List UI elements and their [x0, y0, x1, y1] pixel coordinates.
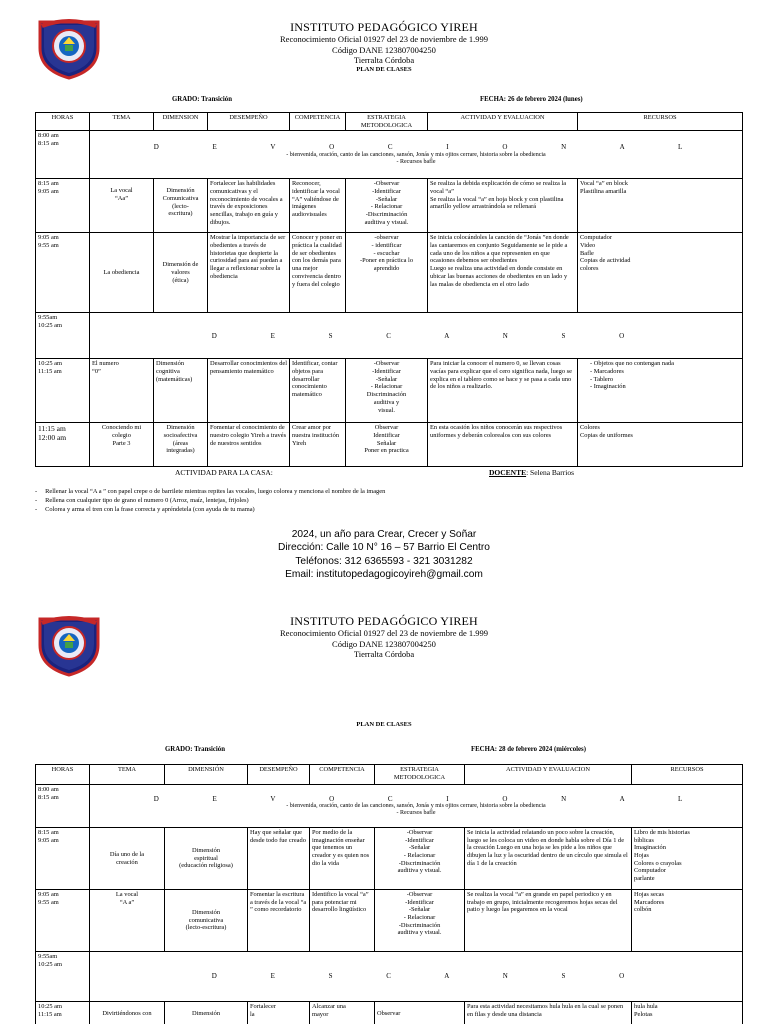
- desempeno-cell: Fomentar el conocimiento de nuestro colegio Yireh a través de nuestros sentidos: [208, 423, 290, 467]
- actividad-cell: Se realiza la vocal “a” en grande en papel periodico y en trabajo en grupo, inicialmente recogeremos hojas secas del patio y luego las pegaremos en la vocal: [465, 890, 632, 952]
- hour-end: 9:55 am: [38, 898, 59, 906]
- hour-start: 10:25 am: [38, 360, 62, 368]
- location: Tierralta Córdoba: [353, 54, 415, 65]
- col-desempeno: DESEMPEÑO: [208, 113, 290, 131]
- recursos-cell: Libro de mis historias bíblicas Imaginación Hojas Colores o crayolas Computador parlante: [632, 828, 743, 890]
- col-competencia: COMPETENCIA: [310, 765, 375, 785]
- dimension-cell: Dimensión: [165, 1002, 248, 1024]
- estrategia-cell: -Observar -Identificar -Señalar - Relacionar Discriminación auditiva y visual.: [346, 359, 428, 423]
- hour-end: 11:15 am: [38, 1010, 62, 1018]
- desempeno-cell: Hay que señalar que desde todo fue creado: [248, 828, 310, 890]
- docente-name: : Selena Barrios: [526, 468, 574, 477]
- dane-code: Código DANE 123807004250: [332, 44, 436, 55]
- grado-label: GRADO: Transición: [172, 96, 232, 103]
- table-row: [36, 359, 743, 423]
- hour-start: 8:15 am: [38, 180, 59, 188]
- dimension-cell: Dimensión de valores (ética): [154, 233, 208, 313]
- desempeno-cell: Fortalecer la: [248, 1002, 310, 1024]
- col-desempeno: DESEMPEÑO: [248, 765, 310, 785]
- competencia-cell: Conocer y poner en práctica la cualidad de ser obedientes con los demás para una mejor convivencia dentro y fuera del colegio: [290, 233, 346, 313]
- estrategia-cell: Observar: [375, 1002, 465, 1024]
- actividad-cell: Se inicia la actividad relatando un poco sobre la creación, luego se les coloca un video en donde habla sobre el Día 1 de la creación Luego en una hoja se les pide a los niños que dibujen la luz y la oscuridad dentro de un círculo que simula el día 1 de la creación: [465, 828, 632, 890]
- hour-end: 10:25 am: [38, 960, 62, 968]
- actividad-cell: En esta ocasión los niños conocerán sus respectivos uniformes y deberán colorealos con sus colores: [428, 423, 578, 467]
- devocional-desc: - bienvenida, oración, canto de las canciones, sansón, Jonás y mis ojitos cerrare, historia sobre la obediencia: [286, 803, 546, 809]
- dimension-cell: Dimensión comunicativa (lecto-escritura): [165, 890, 248, 952]
- hour-start: 11:15 am: [38, 424, 66, 434]
- desempeno-cell: Mostrar la importancia de ser obedientes a través de historietas que despierte la curiosidad para así puedan a llegar a reflexionar sobre la obediencia: [208, 233, 290, 313]
- hour-start: 9:05 am: [38, 891, 59, 898]
- docente-title: DOCENTE: [489, 468, 527, 477]
- hour-end: 8:15 am: [38, 140, 59, 148]
- list-item: - Colorea y arma el tren con la frase correcta y apréndetela (con ayuda de tu mama): [35, 505, 255, 513]
- table-row: [36, 828, 743, 890]
- devocional-title: D E V O C I O N A L: [153, 143, 709, 152]
- page-footer: [0, 528, 768, 581]
- hour-end: 9:55 am: [38, 242, 59, 250]
- plan-title-wrap: [0, 720, 768, 729]
- homework-list: [35, 488, 385, 515]
- col-recursos: RECURSOS: [632, 765, 743, 785]
- estrategia-cell: -Observar -Identificar -Señalar - Relacionar -Discriminación auditiva y visual.: [346, 179, 428, 233]
- fecha-label: FECHA: 28 de febrero 2024 (miércoles): [471, 746, 586, 753]
- col-actividad: ACTIVIDAD Y EVALUACION: [428, 113, 578, 131]
- competencia-cell: Alcanzar una mayor: [310, 1002, 375, 1024]
- tema-cell: La vocal “Aa”: [90, 179, 154, 233]
- hour-start: 8:15 am: [38, 829, 59, 836]
- casa-label: ACTIVIDAD PARA LA CASA:: [175, 468, 273, 477]
- dimension-cell: Dimensión socioafectiva (áreas integradas): [154, 423, 208, 467]
- descanso-title: D E S C A N S O: [211, 331, 651, 340]
- list-item: - Marcadores: [590, 368, 740, 376]
- page-header: [0, 20, 768, 74]
- actividad-cell: Se realiza la debida explicación de cómo se realiza la vocal “a” Se realiza la vocal “a” en hoja block y con plastilina amarillo yellow arrastrándola se rellenará: [428, 179, 578, 233]
- desempeno-cell: Fomentar la escritura a través de la vocal “a ” como recordatorio: [248, 890, 310, 952]
- recursos-cell: Vocal “a” en block Plastilina amarilla: [578, 179, 743, 233]
- devocional-resources: - Recursos bafle: [396, 159, 436, 166]
- homework-item: Rellenar la vocal “A a ” con papel crepe o de barrilete mientras repites las vocales, luego colorea y menciona el nombre de la imagen: [45, 488, 386, 495]
- descanso-title: D E S C A N S O: [211, 972, 651, 981]
- col-estrategia: ESTRATEGIA METODOLOGICA: [375, 765, 465, 785]
- competencia-cell: Crear amor por nuestra institución Yireh: [290, 423, 346, 467]
- col-estrategia: ESTRATEGIA METODOLOGICA: [346, 113, 428, 131]
- tema-cell: La obediencia: [90, 233, 154, 313]
- footer-email: Email: institutopedagogicoyireh@gmail.com: [285, 568, 483, 580]
- hour-end: 9:05 am: [38, 836, 59, 844]
- recursos-cell: Computador Video Bafle Copias de actividad colores: [578, 233, 743, 313]
- col-tema: TEMA: [90, 113, 154, 131]
- table-row: [36, 313, 743, 359]
- tema-cell: Conociendo mi colegio Parte 3: [90, 423, 154, 467]
- tema-cell: El numero “0”: [90, 359, 154, 423]
- list-item: - Objetos que no contengan nada: [590, 360, 740, 368]
- tema-cell: La vocal “A a”: [90, 890, 165, 952]
- dimension-cell: Dimensión cognitiva (matemáticas): [154, 359, 208, 423]
- hour-start: 8:00 am: [38, 786, 59, 793]
- col-competencia: COMPETENCIA: [290, 113, 346, 131]
- hour-end: 10:25 am: [38, 322, 62, 330]
- recognition-line: Reconocimiento Oficial 01927 del 23 de noviembre de 1.999: [280, 628, 488, 639]
- desempeno-cell: Desarrollar conocimientos del pensamiento matemático: [208, 359, 290, 423]
- hour-start: 8:00 am: [38, 132, 59, 140]
- list-item: - Imaginación: [590, 383, 740, 391]
- col-dimension: DIMENSION: [154, 113, 208, 131]
- list-item: - Rellenar la vocal “A a ” con papel crepe o de barrilete mientras repites las vocales, luego colorea y menciona el nombre de la imagen: [35, 488, 386, 495]
- estrategia-cell: -Observar -Identificar -Señalar - Relacionar -Discriminación auditiva y visual.: [375, 890, 465, 952]
- col-horas: HORAS: [36, 113, 90, 131]
- estrategia-cell: Observar Identificar Señalar Poner en practica: [346, 423, 428, 467]
- plan-title: PLAN DE CLASES: [356, 65, 412, 73]
- competencia-cell: Identifico la vocal “a” para potenciar mi desarrollo lingüístico: [310, 890, 375, 952]
- recognition-line: Reconocimiento Oficial 01927 del 23 de noviembre de 1.999: [280, 34, 488, 45]
- table-row: [36, 233, 743, 313]
- table-row: [36, 131, 743, 179]
- recursos-cell: [578, 359, 743, 423]
- col-horas: HORAS: [36, 765, 90, 785]
- col-recursos: RECURSOS: [578, 113, 743, 131]
- actividad-cell: Se inicia colocándoles la canción de “Jonás ”en donde las cantaremos en conjunto Seguidamente se le pide a cada uno de los niños a que representen en que ocasiones debemos ser obedientes Luego se realiza una actividad en donde consiste en ubicar las buenas acciones de obedientes en un lado y las malas de obediencia en el otro lado: [428, 233, 578, 313]
- hour-start: 9:55am: [38, 314, 58, 322]
- dane-code: Código DANE 123807004250: [332, 638, 436, 649]
- recursos-cell: Hojas secas Marcadores colbón: [632, 890, 743, 952]
- plan-title: PLAN DE CLASES: [356, 721, 412, 728]
- devocional-resources: - Recursos bafle: [396, 810, 436, 817]
- actividad-cell: Para iniciar la conocer el numero 0, se llevan cosas vacías para explicar que el cero significa nada, luego se explica en el tablero como se hace y se pasa a cada uno de los niños a realizarlo.: [428, 359, 578, 423]
- tema-cell: Día uno de la creación: [90, 828, 165, 890]
- recursos-cell: Colores Copias de uniformes: [578, 423, 743, 467]
- hour-end: 11:15 am: [38, 368, 62, 376]
- grado-label: GRADO: Transición: [165, 746, 225, 753]
- docente-label: [489, 468, 574, 477]
- dimension-cell: Dimensión Comunicativa (lecto- escritura): [154, 179, 208, 233]
- hour-start: 9:55am: [38, 953, 58, 960]
- footer-motto: 2024, un año para Crear, Crecer y Soñar: [291, 529, 477, 540]
- col-dimension: DIMENSIÓN: [165, 765, 248, 785]
- estrategia-cell: -observar - identificar - escuchar -Poner en práctica lo aprendido: [346, 233, 428, 313]
- institute-name: INSTITUTO PEDAGÓGICO YIREH: [290, 20, 478, 34]
- institute-name: INSTITUTO PEDAGÓGICO YIREH: [290, 614, 478, 628]
- col-actividad: ACTIVIDAD Y EVALUACION: [465, 765, 632, 785]
- competencia-cell: Por medio de la imaginación enseñar que tenemos un creador y es quien nos dio la vida: [310, 828, 375, 890]
- tema-cell: Divirtiéndonos con: [90, 1002, 165, 1024]
- devocional-desc: - bienvenida, oración, canto de las canciones, sansón, Jonás y mis ojitos cerrare, historia sobre la obediencia: [286, 151, 546, 158]
- table-row: [36, 785, 743, 828]
- col-tema: TEMA: [90, 765, 165, 785]
- table-row: [36, 423, 743, 467]
- page-header: [0, 614, 768, 659]
- actividad-cell: Para esta actividad necesitamos hula hula en la cual se ponen en filas y desde una distancia: [465, 1002, 632, 1024]
- table-row: [36, 1002, 743, 1024]
- fecha-label: FECHA: 26 de febrero 2024 (lunes): [480, 96, 583, 103]
- desempeno-cell: Fortalecer las habilidades comunicativas y el reconocimiento de vocales a través de exposiciones sencillas, trabajo en guía y dibujos.: [208, 179, 290, 233]
- plan-table-2: [35, 764, 743, 1024]
- competencia-cell: Reconocer, identificar la vocal “A” valiéndose de imágenes audiovisuales: [290, 179, 346, 233]
- table-row: [36, 952, 743, 1002]
- devocional-title: D E V O C I O N A L: [153, 794, 709, 803]
- footer-phones: Teléfonos: 312 6365593 - 321 3031282: [295, 555, 473, 567]
- homework-item: Rellena con cualquier tipo de grano el numero 0 (Arroz, maíz, lentejas, frijoles): [45, 496, 249, 504]
- location: Tierralta Córdoba: [353, 648, 415, 659]
- list-item: - Rellena con cualquier tipo de grano el numero 0 (Arroz, maíz, lentejas, frijoles): [35, 496, 249, 504]
- plan-table-1: [35, 112, 743, 467]
- table-row: [36, 179, 743, 233]
- dimension-cell: Dimensión espiritual (educación religiosa): [165, 828, 248, 890]
- hour-end: 12:00 am: [38, 433, 67, 443]
- hour-start: 10:25 am: [38, 1003, 62, 1010]
- estrategia-cell: -Observar -Identificar -Señalar - Relacionar -Discriminación auditiva y visual.: [375, 828, 465, 890]
- hour-end: 8:15 am: [38, 793, 59, 801]
- competencia-cell: Identificar, contar objetos para desarrollar conocimiento matemático: [290, 359, 346, 423]
- homework-item: Colorea y arma el tren con la frase correcta y apréndetela (con ayuda de tu mama): [45, 505, 255, 513]
- footer-address: Dirección: Calle 10 N° 16 – 57 Barrio El Centro: [278, 542, 490, 554]
- hour-start: 9:05 am: [38, 234, 59, 242]
- table-row: [36, 890, 743, 952]
- hour-end: 9:05 am: [38, 188, 59, 196]
- list-item: - Tablero: [590, 376, 740, 384]
- recursos-cell: hula hula Pelotas: [632, 1002, 743, 1024]
